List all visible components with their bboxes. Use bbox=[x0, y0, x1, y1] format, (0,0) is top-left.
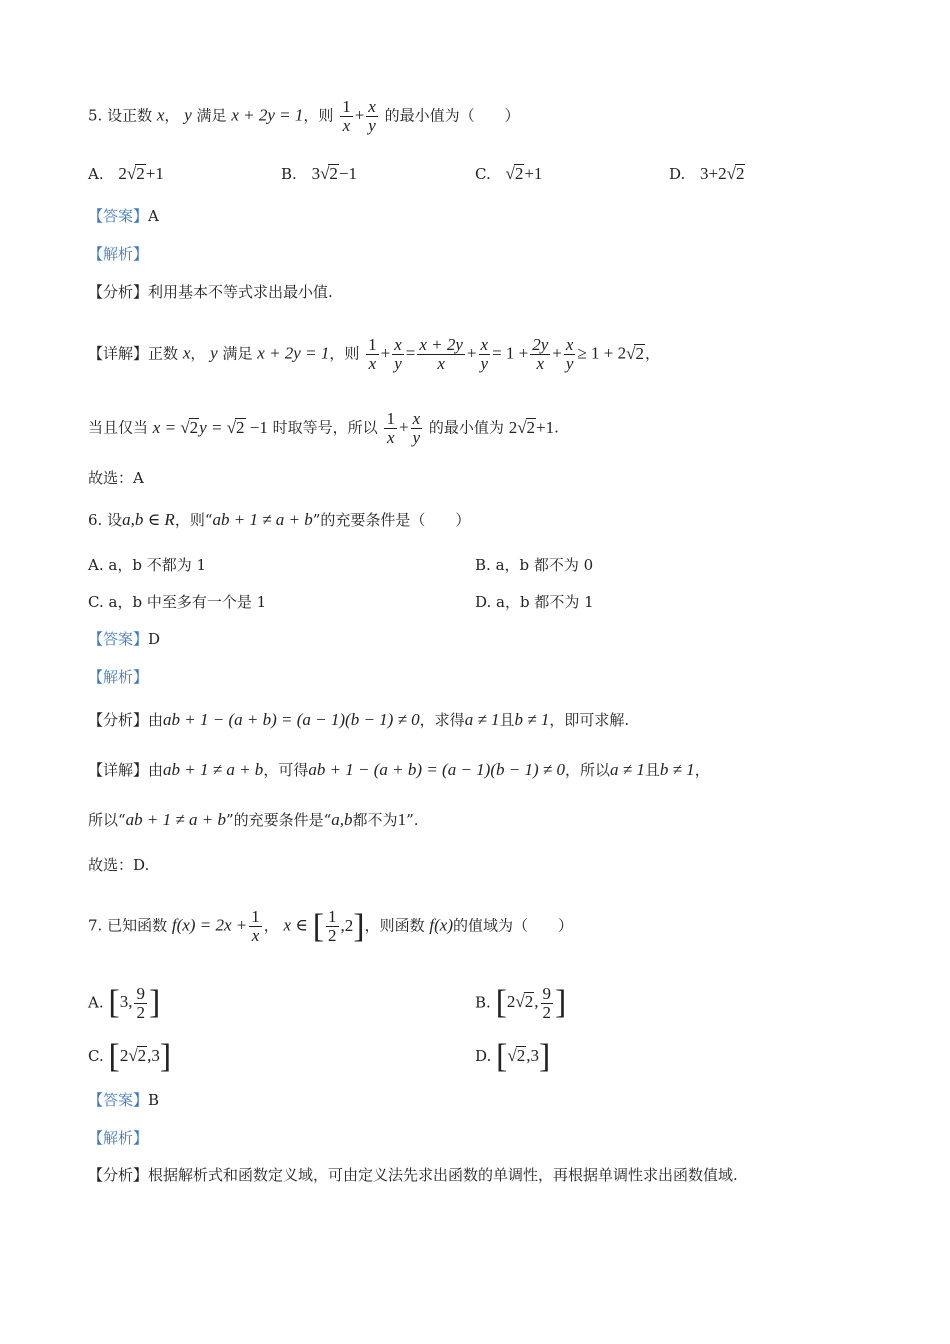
q5-detail: 【详解】正数 x， y 满足 x + 2y = 1，则 $\frac{1}{x}$ + $\frac{x}{y}$ = $\frac{x + 2y}{x}$ + $\frac{x}{y}$ = 1 + $\frac{2y}{x}$ + $\frac{x}{y}$ ≥ 1 + 2√2， bbox=[88, 335, 660, 373]
fraction-x-over-y: $\frac{x}{y}$ bbox=[368, 97, 376, 135]
q7-option-b: B. [2√2, $\frac{9}{2}$ ] bbox=[475, 984, 567, 1022]
q6-conclusion: 故选：D. bbox=[88, 856, 150, 874]
q5-detail-line2: 当且仅当 x = √2y = √2 −1 时取等号，所以 $\frac{1}{x}$ + $\frac{x}{y}$ 的最小值为 2√2+1. bbox=[88, 409, 559, 447]
fraction-1-over-x: $\frac{1}{x}$ bbox=[342, 97, 351, 135]
q6-detail: 【详解】由ab + 1 ≠ a + b，可得ab + 1 − (a + b) = (a − 1)(b − 1) ≠ 0，所以a ≠ 1且b ≠ 1， bbox=[88, 760, 710, 779]
q6-option-c: C. a，b 中至多有一个是 1 bbox=[88, 593, 267, 611]
q5-option-a: A. 2√2+1 bbox=[88, 164, 164, 183]
q7-option-a: A. [3, $\frac{9}{2}$ ] bbox=[88, 984, 161, 1022]
q6-answer: 【答案】D bbox=[88, 630, 161, 648]
q7-option-c: C. [2√2,3] bbox=[88, 1038, 172, 1076]
q7-answer: 【答案】B bbox=[88, 1091, 160, 1109]
q5-answer: 【答案】A bbox=[88, 207, 159, 225]
q5-conclusion: 故选：A bbox=[88, 469, 144, 487]
q5-analysis: 【分析】利用基本不等式求出最小值. bbox=[88, 283, 333, 301]
q6-detail-line2: 所以“ab + 1 ≠ a + b”的充要条件是“a,b都不为1”. bbox=[88, 810, 419, 829]
q6-option-b: B. a，b 都不为 0 bbox=[475, 556, 594, 574]
q6-option-d: D. a，b 都不为 1 bbox=[475, 593, 594, 611]
q5-option-b: B. 3√2−1 bbox=[281, 164, 358, 183]
q7-analysis: 【分析】根据解析式和函数定义域，可由定义法先求出函数的单调性，再根据单调性求出函数值域. bbox=[88, 1166, 738, 1184]
q7-option-d: D. [√2,3] bbox=[475, 1038, 551, 1076]
q5-option-d: D. 3+2√2 bbox=[669, 164, 745, 183]
q5-explain-label: 【解析】 bbox=[88, 245, 149, 263]
q7-stem: 7. 已知函数 f(x) = 2x + $\frac{1}{x}$ ， x ∈ [ $\frac{1}{2}$ ,2]，则函数 f(x)的值域为（ ） bbox=[88, 907, 573, 946]
q5-stem: 5. 设正数 x， y 满足 x + 2y = 1，则 $\frac{1}{x}$ + $\frac{x}{y}$ 的最小值为（ ） bbox=[88, 97, 520, 135]
q6-stem: 6. 设a,b ∈ R，则“ab + 1 ≠ a + b”的充要条件是（ ） bbox=[88, 510, 471, 529]
q5-option-c: C. √2+1 bbox=[475, 164, 543, 183]
q6-option-a: A. a，b 不都为 1 bbox=[88, 556, 207, 574]
q7-explain-label: 【解析】 bbox=[88, 1129, 149, 1147]
q6-explain-label: 【解析】 bbox=[88, 668, 149, 686]
q6-analysis: 【分析】由ab + 1 − (a + b) = (a − 1)(b − 1) ≠ 0，求得a ≠ 1且b ≠ 1，即可求解. bbox=[88, 710, 630, 729]
